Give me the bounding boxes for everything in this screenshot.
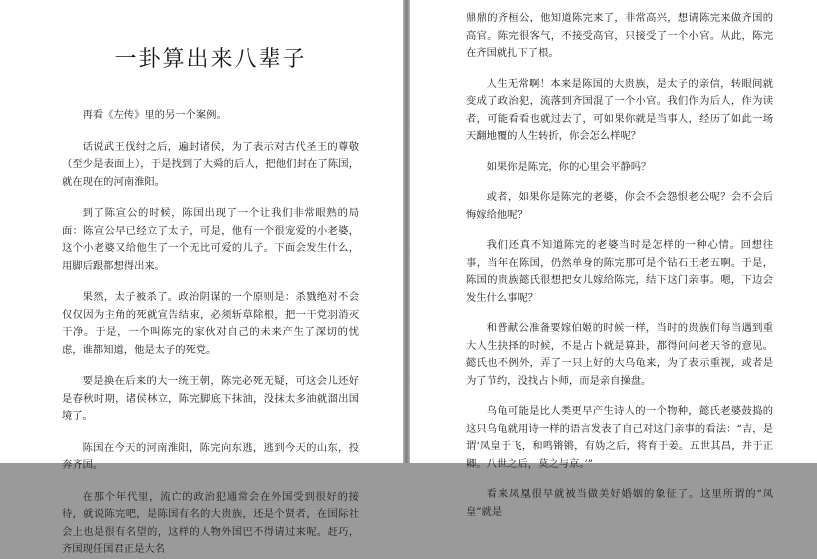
paragraph: 人生无常啊！本来是陈国的大贵族，是太子的亲信，转眼间就变成了政治犯，流落到齐国混了一个小官。我们作为后人，作为读者，可能看看也就过去了，可如果你就是当事人，经历了如此一场天翻地覆的人生转折，你会怎么样呢？ xyxy=(466,77,773,142)
paragraph: 鼎鼎的齐桓公，他知道陈完来了，非常高兴，想请陈完来做齐国的高官。陈完很客气，不接受高官，只接受了一个小官。从此，陈完在齐国就扎下了根。 xyxy=(466,12,773,59)
paragraph: 我们还真不知道陈完的老婆当时是怎样的一种心情。回想往事，当年在陈国，仍然单身的陈完那可是个钻石王老五啊。于是，陈国的贵族懿氏很想把女儿嫁给陈完，结下这门亲事。嗯，下边会发生什么事呢？ xyxy=(466,239,773,304)
paragraph: 在那个年代里，流亡的政治犯通常会在外国受到很好的接待，就说陈完吧，是陈国有名的大贵族，还是个贤者，在国际社会上也是很有名望的，这样的人物外国巴不得请过来呢。赶巧，齐国现任国君正是大名 xyxy=(62,490,359,555)
page-gutter xyxy=(403,0,410,463)
paragraph: 或者，如果你是陈完的老婆，你会不会怨恨老公呢？会不会后悔嫁给他呢？ xyxy=(466,191,773,221)
paragraph: 看来凤凰很早就被当做美好婚姻的象征了。这里所谓的“凤皇”就是 xyxy=(466,488,773,518)
left-page xyxy=(0,0,403,555)
paragraph: 要是换在后来的大一统王朝，陈完必死无疑，可这会儿还好是春秋时期，诸侯林立，陈完脚底下抹油，没抹太多油就溜出国境了。 xyxy=(62,375,359,422)
paragraph: 果然，太子被杀了。政治阴谋的一个原则是：杀戮绝对不会仅仅因为主角的死就宣告结束，必须斩草除根，把一干党羽消灭干净。于是，一个叫陈完的家伙对自己的未来产生了深切的忧虑，谁都知道，他是太子的死党。 xyxy=(62,291,359,356)
paragraph: 如果你是陈完，你的心里会平静吗？ xyxy=(486,160,652,173)
paragraph: 乌龟可能是比人类更早产生诗人的一个物种，懿氏老婆鼓捣的这只乌龟就用诗一样的语言发表了自己对这门亲事的看法：“吉，是谓‘凤皇于飞，和鸣锵锵，有妫之后，将育于姜。五世其昌，并于正卿。八世之后，莫之与京。’” xyxy=(466,405,773,470)
paragraph: 陈国在今天的河南淮阳，陈完向东逃，逃到今天的山东，投奔齐国。 xyxy=(62,441,359,471)
paragraph: 话说武王伐纣之后，遍封诸侯，为了表示对古代圣王的尊敬（至少是表面上），于是找到了大舜的后人，把他们封在了陈国，就在现在的河南淮阳。 xyxy=(62,140,359,188)
chapter-title: 一卦算出来八辈子 xyxy=(114,47,307,72)
right-page xyxy=(410,0,817,518)
paragraph: 到了陈宣公的时候，陈国出现了一个让我们非常眼熟的局面：陈宣公早已经立了太子，可是，他有一个很宠爱的小老婆，这个小老婆又给他生了一个无比可爱的儿子。下面会发生什么，用脚后跟都想得出来。 xyxy=(62,207,359,272)
paragraph: 再看《左传》里的另一个案例。 xyxy=(82,109,227,121)
paragraph: 和普献公准备要嫁伯姬的时候一样，当时的贵族们每当遇到重大人生抉择的时候，不是占卜就是算卦，都得问问老天爷的意见。懿氏也不例外，弄了一只上好的大乌龟来，为了表示重视，或者是为了节约，没找占卜师，而是亲自操盘。 xyxy=(466,322,773,387)
